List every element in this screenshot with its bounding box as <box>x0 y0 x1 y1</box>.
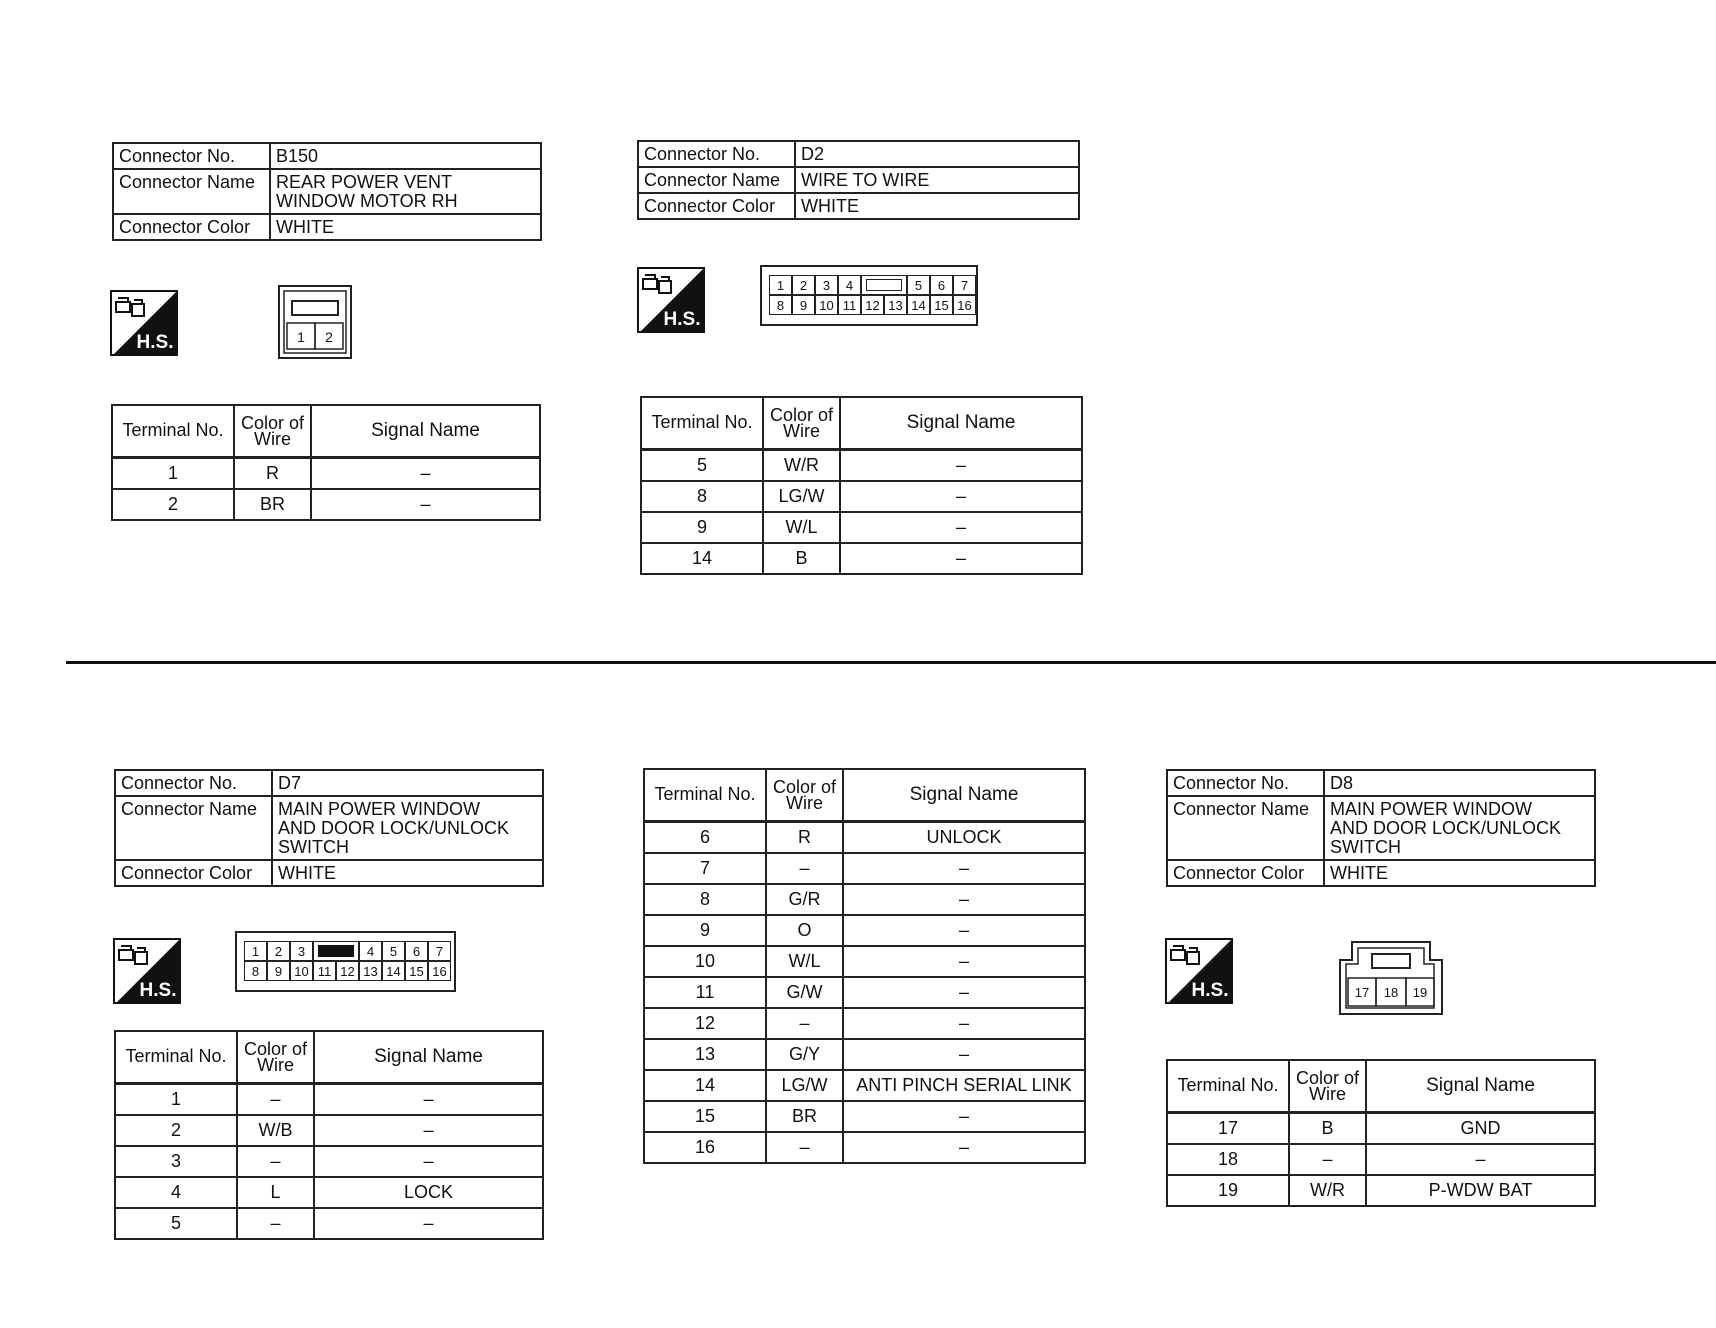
terminal-cell: 5 <box>641 449 763 481</box>
terminal-cell: 7 <box>644 853 766 884</box>
pin: 13 <box>884 295 907 315</box>
wire-cell: B <box>763 543 840 574</box>
d7-connector-color-value: WHITE <box>272 860 543 886</box>
signal-cell: – <box>840 481 1082 512</box>
connector-no-label: Connector No. <box>113 143 270 169</box>
terminal-no-header: Terminal No. <box>641 397 763 449</box>
d7-connector-no-row <box>115 770 543 796</box>
d2-connector-color-value: WHITE <box>795 193 1079 219</box>
wire-cell: W/L <box>766 946 843 977</box>
table-row <box>115 1083 543 1115</box>
d7-terminal-table-right <box>643 768 1086 1164</box>
pin: 7 <box>428 941 451 961</box>
pin: 12 <box>336 961 359 981</box>
d7-name-line3: SWITCH <box>278 837 349 857</box>
terminal-cell: 2 <box>112 489 234 520</box>
d8-connector-info-table <box>1166 769 1596 887</box>
d8-connector-color-row <box>1167 860 1595 886</box>
d7-name-line2: AND DOOR LOCK/UNLOCK <box>278 818 510 838</box>
color-of-label: Color of <box>769 404 834 425</box>
pin: 4 <box>838 275 861 295</box>
color-of-label: Color of <box>243 1038 308 1059</box>
pin: 14 <box>382 961 405 981</box>
terminal-cell: 15 <box>644 1101 766 1132</box>
harness-side-icon <box>637 267 705 333</box>
table-row <box>115 1208 543 1239</box>
d7-pin-row-top <box>244 941 451 961</box>
pin: 1 <box>244 941 267 961</box>
connector-name-label: Connector Name <box>638 167 795 193</box>
d7-connector-name-row <box>115 796 543 860</box>
signal-cell: – <box>314 1146 543 1177</box>
pin: 7 <box>953 275 976 295</box>
table-row <box>644 977 1085 1008</box>
table-row <box>641 512 1082 543</box>
color-of-wire-header <box>766 769 843 821</box>
table-row <box>641 449 1082 481</box>
table-row <box>115 1177 543 1208</box>
d2-connector-name-value: WIRE TO WIRE <box>795 167 1079 193</box>
d8-name-line2: AND DOOR LOCK/UNLOCK <box>1330 818 1562 838</box>
signal-cell: P-WDW BAT <box>1366 1175 1595 1206</box>
wire-cell: R <box>234 457 311 489</box>
table-row <box>1167 1144 1595 1175</box>
b150-pin-2: 2 <box>325 329 333 345</box>
b150-header-row <box>112 405 540 457</box>
terminal-cell: 9 <box>644 915 766 946</box>
table-row <box>644 884 1085 915</box>
d7-connector-color-row <box>115 860 543 886</box>
signal-cell: – <box>843 977 1085 1008</box>
signal-name-header: Signal Name <box>1366 1060 1595 1112</box>
color-of-wire-header <box>1289 1060 1366 1112</box>
wire-cell: – <box>766 1132 843 1163</box>
wire-cell: BR <box>234 489 311 520</box>
d7-terminal-table-left <box>114 1030 544 1240</box>
d8-name-line1: MAIN POWER WINDOW <box>1330 799 1532 819</box>
signal-name-header: Signal Name <box>314 1031 543 1083</box>
section-divider <box>66 661 1716 664</box>
pin: 12 <box>861 295 884 315</box>
lock-slot-outline <box>866 279 902 291</box>
d8-terminal-table <box>1166 1059 1596 1207</box>
terminal-cell: 4 <box>115 1177 237 1208</box>
d8-header-row <box>1167 1060 1595 1112</box>
connector-no-label: Connector No. <box>1167 770 1324 796</box>
table-row <box>644 1039 1085 1070</box>
color-of-wire-header <box>763 397 840 449</box>
b150-pin-1: 1 <box>297 329 305 345</box>
b150-connector-info-table <box>112 142 542 241</box>
signal-cell: – <box>843 853 1085 884</box>
table-row <box>644 915 1085 946</box>
pin: 16 <box>428 961 451 981</box>
table-row <box>644 1101 1085 1132</box>
signal-cell: GND <box>1366 1112 1595 1144</box>
connector-name-label: Connector Name <box>115 796 272 860</box>
pin: 6 <box>930 275 953 295</box>
terminal-cell: 10 <box>644 946 766 977</box>
pin: 15 <box>930 295 953 315</box>
pin: 14 <box>907 295 930 315</box>
d8-connector-color-value: WHITE <box>1324 860 1595 886</box>
d2-connector-face <box>760 265 978 326</box>
pin: 11 <box>838 295 861 315</box>
wire-cell: W/R <box>763 449 840 481</box>
pin: 8 <box>769 295 792 315</box>
signal-cell: – <box>840 543 1082 574</box>
table-row <box>644 853 1085 884</box>
wire-cell: G/Y <box>766 1039 843 1070</box>
color-of-label: Color of <box>1295 1067 1360 1088</box>
pin: 1 <box>769 275 792 295</box>
wire-cell: W/L <box>763 512 840 543</box>
d8-connector-no-row <box>1167 770 1595 796</box>
terminal-cell: 19 <box>1167 1175 1289 1206</box>
d8-connector-name-value <box>1324 796 1595 860</box>
d2-pin-row-top <box>769 275 976 295</box>
terminal-cell: 11 <box>644 977 766 1008</box>
wire-cell: – <box>237 1208 314 1239</box>
b150-terminal-table <box>111 404 541 521</box>
wire-cell: – <box>237 1146 314 1177</box>
b150-name-line2: WINDOW MOTOR RH <box>276 191 458 211</box>
terminal-no-header: Terminal No. <box>644 769 766 821</box>
signal-cell: – <box>311 489 540 520</box>
wire-cell: G/R <box>766 884 843 915</box>
wire-label: Wire <box>786 792 823 813</box>
wire-label: Wire <box>1309 1083 1346 1104</box>
table-row <box>641 481 1082 512</box>
color-of-label: Color of <box>772 776 837 797</box>
terminal-cell: 3 <box>115 1146 237 1177</box>
b150-connector-name-value <box>270 169 541 214</box>
d2-connector-name-row <box>638 167 1079 193</box>
b150-connector-name-row <box>113 169 541 214</box>
harness-side-icon <box>110 290 178 356</box>
pin: 10 <box>815 295 838 315</box>
signal-cell: – <box>843 1008 1085 1039</box>
wire-cell: – <box>766 1008 843 1039</box>
d2-pin-row-bottom <box>769 295 976 315</box>
signal-cell: – <box>840 449 1082 481</box>
table-row <box>112 489 540 520</box>
wire-cell: G/W <box>766 977 843 1008</box>
wire-cell: LG/W <box>766 1070 843 1101</box>
terminal-cell: 2 <box>115 1115 237 1146</box>
d8-connector-name-row <box>1167 796 1595 860</box>
pin: 3 <box>815 275 838 295</box>
b150-name-line1: REAR POWER VENT <box>276 172 453 192</box>
pin: 11 <box>313 961 336 981</box>
pin: 5 <box>907 275 930 295</box>
terminal-cell: 13 <box>644 1039 766 1070</box>
color-of-wire-header <box>237 1031 314 1083</box>
table-row <box>115 1146 543 1177</box>
terminal-cell: 16 <box>644 1132 766 1163</box>
terminal-no-header: Terminal No. <box>115 1031 237 1083</box>
terminal-cell: 12 <box>644 1008 766 1039</box>
signal-cell: – <box>314 1115 543 1146</box>
pin: 2 <box>792 275 815 295</box>
d7-left-header-row <box>115 1031 543 1083</box>
signal-cell: LOCK <box>314 1177 543 1208</box>
signal-cell: UNLOCK <box>843 821 1085 853</box>
wire-label: Wire <box>783 420 820 441</box>
terminal-cell: 1 <box>112 457 234 489</box>
hs-label: H.S. <box>139 980 177 1001</box>
pin: 8 <box>244 961 267 981</box>
wire-cell: B <box>1289 1112 1366 1144</box>
d2-connector-no-row <box>638 141 1079 167</box>
wire-cell: BR <box>766 1101 843 1132</box>
signal-cell: – <box>843 946 1085 977</box>
signal-name-header: Signal Name <box>843 769 1085 821</box>
wire-cell: – <box>1289 1144 1366 1175</box>
terminal-cell: 14 <box>644 1070 766 1101</box>
wire-cell: – <box>237 1083 314 1115</box>
connector-no-label: Connector No. <box>115 770 272 796</box>
d8-pin-18: 18 <box>1383 985 1399 1000</box>
b150-connector-face <box>278 285 352 359</box>
pin: 15 <box>405 961 428 981</box>
connector-lock-slot <box>861 275 907 295</box>
table-row <box>112 457 540 489</box>
table-row <box>644 1070 1085 1101</box>
signal-cell: ANTI PINCH SERIAL LINK <box>843 1070 1085 1101</box>
terminal-cell: 1 <box>115 1083 237 1115</box>
signal-cell: – <box>314 1083 543 1115</box>
terminal-no-header: Terminal No. <box>1167 1060 1289 1112</box>
wire-cell: R <box>766 821 843 853</box>
d8-connector-face <box>1338 940 1444 1016</box>
wire-cell: LG/W <box>763 481 840 512</box>
pin: 9 <box>267 961 290 981</box>
signal-name-header: Signal Name <box>840 397 1082 449</box>
table-row <box>1167 1112 1595 1144</box>
connector-no-label: Connector No. <box>638 141 795 167</box>
hs-label: H.S. <box>1191 980 1229 1001</box>
wire-cell: W/B <box>237 1115 314 1146</box>
table-row <box>644 1008 1085 1039</box>
harness-side-icon <box>1165 938 1233 1004</box>
color-of-label: Color of <box>240 412 305 433</box>
connector-color-label: Connector Color <box>115 860 272 886</box>
table-row <box>644 946 1085 977</box>
connector-lock-slot <box>313 941 359 961</box>
d8-name-line3: SWITCH <box>1330 837 1401 857</box>
d7-right-header-row <box>644 769 1085 821</box>
pin: 10 <box>290 961 313 981</box>
pin: 16 <box>953 295 976 315</box>
terminal-cell: 14 <box>641 543 763 574</box>
d2-connector-info-table <box>637 140 1080 220</box>
wire-cell: O <box>766 915 843 946</box>
d2-terminal-table <box>640 396 1083 575</box>
signal-name-header: Signal Name <box>311 405 540 457</box>
d8-pin-19: 19 <box>1412 985 1428 1000</box>
b150-connector-color-value: WHITE <box>270 214 541 240</box>
color-of-wire-header <box>234 405 311 457</box>
pin: 3 <box>290 941 313 961</box>
connector-color-label: Connector Color <box>113 214 270 240</box>
d7-name-line1: MAIN POWER WINDOW <box>278 799 480 819</box>
signal-cell: – <box>843 1101 1085 1132</box>
terminal-cell: 5 <box>115 1208 237 1239</box>
d7-pin-row-bottom <box>244 961 451 981</box>
lock-slot-filled <box>318 945 354 957</box>
terminal-cell: 17 <box>1167 1112 1289 1144</box>
pin: 13 <box>359 961 382 981</box>
wire-cell: W/R <box>1289 1175 1366 1206</box>
wire-cell: – <box>766 853 843 884</box>
d2-connector-color-row <box>638 193 1079 219</box>
table-row <box>115 1115 543 1146</box>
connector-name-label: Connector Name <box>113 169 270 214</box>
signal-cell: – <box>843 915 1085 946</box>
terminal-cell: 18 <box>1167 1144 1289 1175</box>
signal-cell: – <box>843 884 1085 915</box>
terminal-cell: 9 <box>641 512 763 543</box>
b150-connector-no-value: B150 <box>270 143 541 169</box>
terminal-cell: 8 <box>641 481 763 512</box>
pin: 9 <box>792 295 815 315</box>
table-row <box>644 1132 1085 1163</box>
signal-cell: – <box>311 457 540 489</box>
d7-connector-face <box>235 931 456 992</box>
connector-color-label: Connector Color <box>638 193 795 219</box>
d7-connector-name-value <box>272 796 543 860</box>
harness-side-icon <box>113 938 181 1004</box>
table-row <box>644 821 1085 853</box>
d8-connector-no-value: D8 <box>1324 770 1595 796</box>
signal-cell: – <box>843 1039 1085 1070</box>
terminal-no-header: Terminal No. <box>112 405 234 457</box>
wire-cell: L <box>237 1177 314 1208</box>
signal-cell: – <box>314 1208 543 1239</box>
d7-connector-no-value: D7 <box>272 770 543 796</box>
b150-connector-no-row <box>113 143 541 169</box>
connector-color-label: Connector Color <box>1167 860 1324 886</box>
wire-label: Wire <box>257 1054 294 1075</box>
d2-header-row <box>641 397 1082 449</box>
d7-connector-info-table <box>114 769 544 887</box>
d2-connector-no-value: D2 <box>795 141 1079 167</box>
signal-cell: – <box>1366 1144 1595 1175</box>
signal-cell: – <box>843 1132 1085 1163</box>
signal-cell: – <box>840 512 1082 543</box>
terminal-cell: 6 <box>644 821 766 853</box>
terminal-cell: 8 <box>644 884 766 915</box>
pin: 2 <box>267 941 290 961</box>
d8-pin-17: 17 <box>1354 985 1370 1000</box>
table-row <box>641 543 1082 574</box>
hs-label: H.S. <box>136 332 174 353</box>
pin: 6 <box>405 941 428 961</box>
hs-label: H.S. <box>663 309 701 330</box>
pin: 4 <box>359 941 382 961</box>
pin: 5 <box>382 941 405 961</box>
wire-label: Wire <box>254 428 291 449</box>
table-row <box>1167 1175 1595 1206</box>
b150-connector-color-row <box>113 214 541 240</box>
connector-name-label: Connector Name <box>1167 796 1324 860</box>
